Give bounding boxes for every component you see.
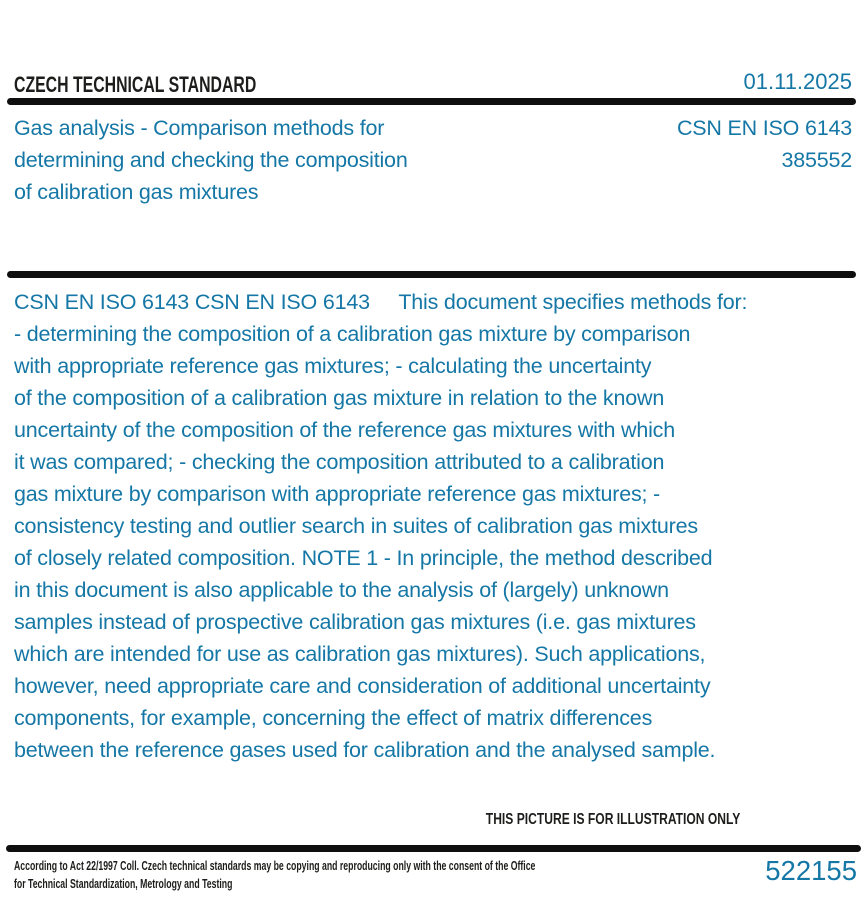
abstract-text-line: between the reference gases used for calibration and the analysed sample. [14,738,716,762]
abstract-text-line: CSN EN ISO 6143 CSN EN ISO 6143 This document specifies methods for: [14,290,748,314]
abstract-text-line: in this document is also applicable to the analysis of (largely) unknown [14,578,669,602]
abstract-text-line: gas mixture by comparison with appropriate reference gas mixtures; - [14,482,661,506]
footer-divider [6,845,861,852]
standard-title-line: determining and checking the composition [14,148,408,172]
standard-code: CSN EN ISO 6143 [676,116,852,140]
abstract-text-line: of the composition of a calibration gas mixture in relation to the known [14,386,665,410]
abstract-text-line: which are intended for use as calibration gas mixtures). Such applications, [14,642,706,666]
abstract-text-line: it was compared; - checking the composition attributed to a calibration [14,450,665,474]
illustration-disclaimer: THIS PICTURE IS FOR ILLUSTRATION ONLY [485,811,740,828]
abstract-text-line: components, for example, concerning the effect of matrix differences [14,706,653,730]
standard-codes [677,112,852,176]
document-number: 522155 [765,855,857,886]
issue-date: 01.11.2025 [743,69,852,94]
standard-title-line: Gas analysis - Comparison methods for [14,116,385,140]
abstract-text-line: consistency testing and outlier search in suites of calibration gas mixtures [14,514,698,538]
abstract-text-line: of closely related composition. NOTE 1 - In principle, the method described [14,546,713,570]
masthead-divider [7,98,856,105]
copyright-notice-line: for Technical Standardization, Metrology and Testing [14,876,233,891]
section-divider [7,271,856,278]
abstract-text-line: uncertainty of the composition of the reference gas mixtures with which [14,418,675,442]
abstract-text-line: with appropriate reference gas mixtures; - calculating the uncertainty [14,354,652,378]
document-type-heading: CZECH TECHNICAL STANDARD [14,72,257,97]
standard-title-line: of calibration gas mixtures [14,180,259,204]
standard-title [14,112,408,208]
abstract-text-line: however, need appropriate care and consideration of additional uncertainty [14,674,711,698]
copyright-notice-line: According to Act 22/1997 Coll. Czech technical standards may be copying and reproducing only with the consent of the Office [14,858,536,873]
abstract-text [14,286,747,766]
abstract-text-line: - determining the composition of a calibration gas mixture by comparison [14,322,691,346]
copyright-notice [14,857,535,893]
abstract-text-line: samples instead of prospective calibration gas mixtures (i.e. gas mixtures [14,610,696,634]
catalog-number: 385552 [781,148,852,172]
